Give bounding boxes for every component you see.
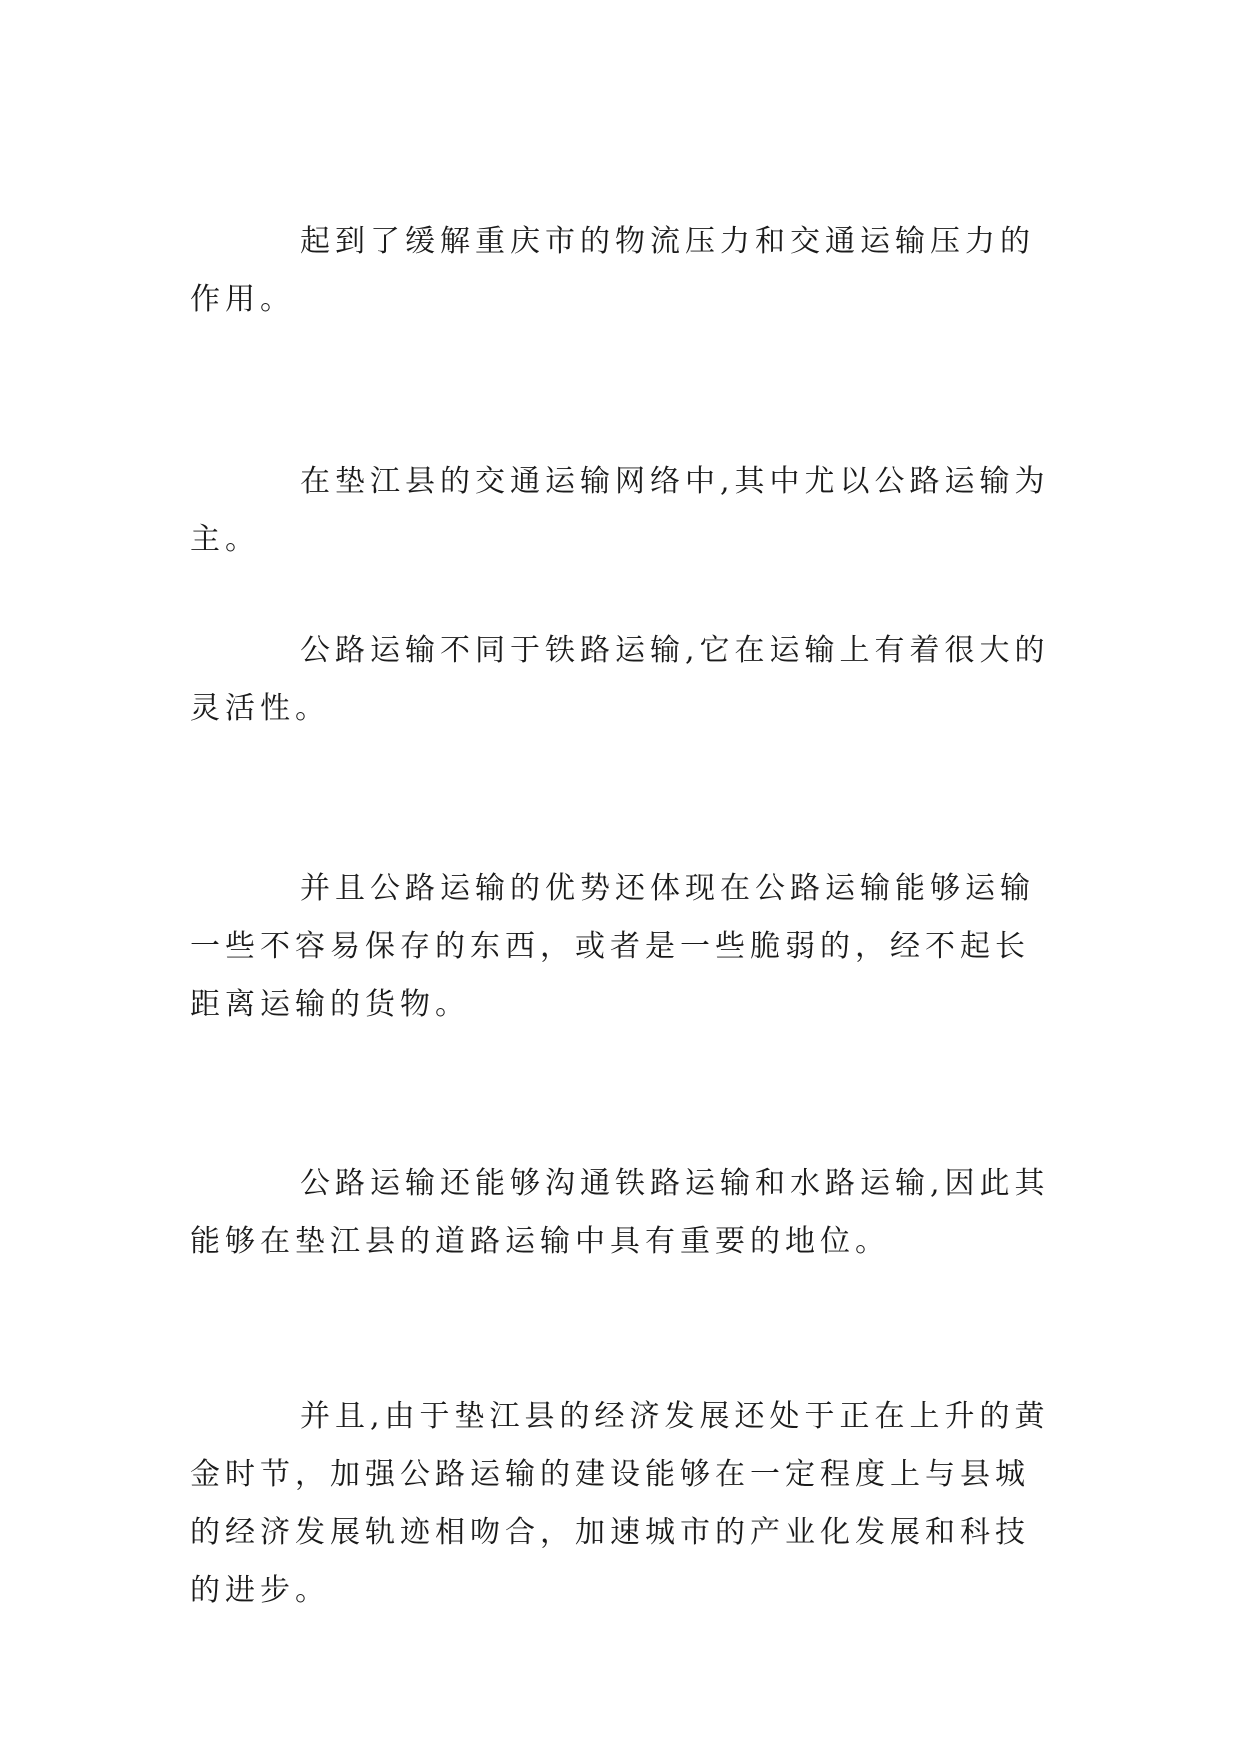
paragraph-1: 起到了缓解重庆市的物流压力和交通运输压力的作用。 bbox=[190, 224, 1035, 317]
paragraph-4: 并且公路运输的优势还体现在公路运输能够运输一些不容易保存的东西，或者是一些脆弱的，经不起长距离运输的货物。 bbox=[190, 871, 1035, 1022]
paragraph-3: 公路运输不同于铁路运输,它在运输上有着很大的灵活性。 bbox=[190, 633, 1050, 726]
paragraph-5: 公路运输还能够沟通铁路运输和水路运输,因此其能够在垫江县的道路运输中具有重要的地位。 bbox=[190, 1166, 1050, 1259]
paragraph-6: 并且,由于垫江县的经济发展还处于正在上升的黄金时节，加强公路运输的建设能够在一定程度上与县城的经济发展轨迹相吻合，加速城市的产业化发展和科技的进步。 bbox=[190, 1399, 1050, 1608]
paragraph-2: 在垫江县的交通运输网络中,其中尤以公路运输为主。 bbox=[190, 464, 1050, 557]
